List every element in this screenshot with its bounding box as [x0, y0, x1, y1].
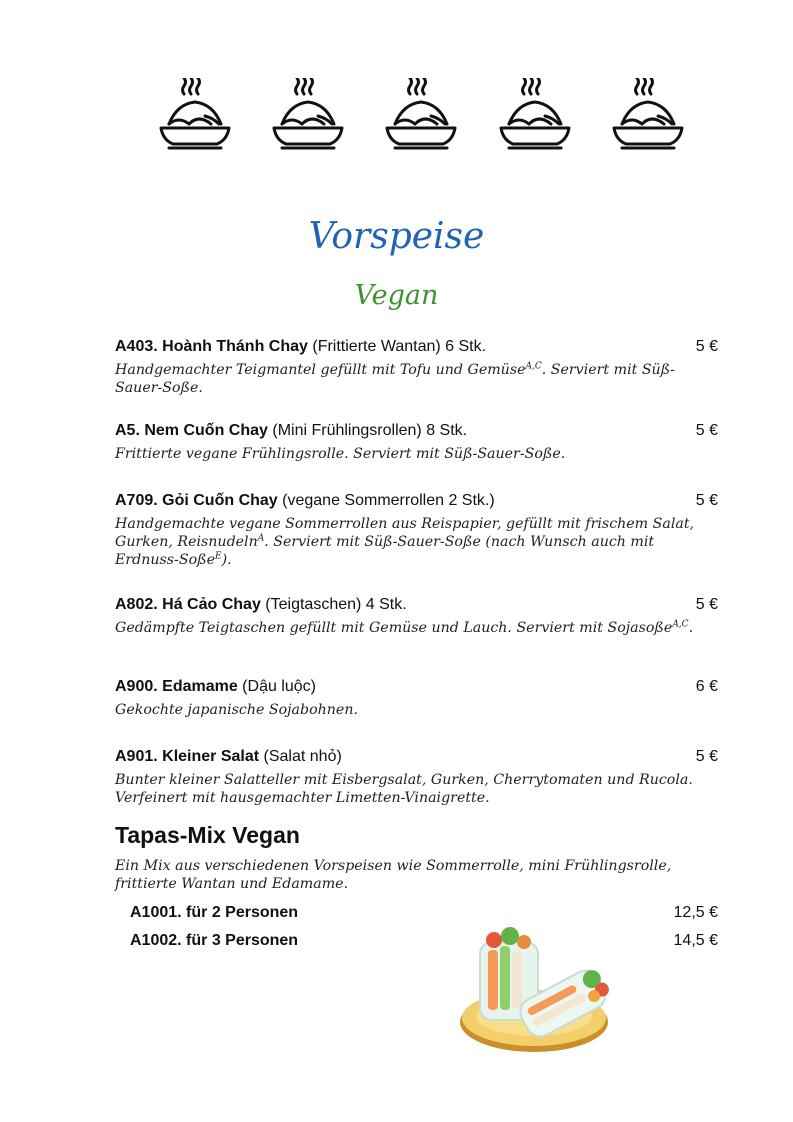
page-title: Vorspeise	[308, 216, 485, 257]
steaming-dumplings-icon	[381, 78, 461, 158]
steaming-dumplings-icon	[608, 78, 688, 158]
option-price: 12,5 €	[673, 904, 718, 921]
item-description: Gedämpfte Teigtaschen gefüllt mit Gemüse und Lauch. Serviert mit Sojasoße$^{A,C}$.	[115, 619, 694, 636]
item-description: Frittierte vegane Frühlingsrolle. Serviert mit Süß-Sauer-Soße.	[115, 446, 566, 462]
summer-rolls-plate-illustration	[458, 922, 614, 1058]
section-description: Ein Mix aus verschiedenen Vorspeisen wie Sommerrolle, mini Frühlingsrolle, frittierte Wantan und Edamame.	[115, 858, 672, 892]
item-detail: (Frittierte Wantan) 6 Stk.	[307, 338, 487, 355]
item-name: A403. Hoành Thánh Chay	[115, 338, 308, 355]
item-price: 5 €	[695, 338, 718, 355]
item-description: Handgemachter Teigmantel gefüllt mit Tofu und Gemüse$^{A,C}$. Serviert mit Süß-Sauer-Soße.	[115, 361, 675, 396]
steaming-dumplings-icon	[155, 78, 235, 158]
item-description: Bunter kleiner Salatteller mit Eisbergsalat, Gurken, Cherrytomaten und Rucola. Verfeinert mit hausgemachter Limetten-Vinaigrette.	[115, 772, 693, 806]
option-name: A1002. für 3 Personen	[130, 932, 299, 949]
menu-item	[115, 596, 718, 637]
menu-item	[115, 422, 718, 463]
item-detail: (vegane Sommerrollen 2 Stk.)	[277, 492, 495, 509]
item-detail: (Salat nhỏ)	[259, 748, 342, 765]
item-detail: (Dậu luộc)	[237, 678, 316, 695]
item-description: Handgemachte vegane Sommerrollen aus Reispapier, gefüllt mit frischem Salat, Gurken, Reisnudeln$^A$. Serviert mit Süß-Sauer-Soße (nach Wunsch auch mit Erdnuss-Soße$^E$).	[115, 516, 695, 568]
steaming-dumplings-icon	[495, 78, 575, 158]
allergen-note: A,C	[525, 361, 542, 372]
item-detail: (Mini Frühlingsrollen) 8 Stk.	[267, 422, 468, 439]
tapas-option	[130, 932, 718, 954]
item-price: 5 €	[695, 422, 718, 439]
allergen-note: A	[257, 533, 265, 544]
page-subtitle: Vegan	[354, 280, 439, 311]
item-name: A802. Há Cảo Chay	[115, 596, 261, 613]
item-detail: (Teigtaschen) 4 Stk.	[260, 596, 407, 613]
item-name: A900. Edamame	[115, 678, 238, 695]
steaming-dumplings-icon	[268, 78, 348, 158]
allergen-note: A,C	[672, 619, 689, 630]
item-description: Gekochte japanische Sojabohnen.	[115, 702, 358, 718]
item-price: 5 €	[695, 748, 718, 765]
item-name: A709. Gỏi Cuốn Chay	[115, 492, 278, 509]
option-name: A1001. für 2 Personen	[130, 904, 299, 921]
header-icon-row	[0, 78, 793, 162]
option-price: 14,5 €	[673, 932, 718, 949]
item-price: 5 €	[695, 492, 718, 509]
item-price: 5 €	[695, 596, 718, 613]
section-heading: Tapas-Mix Vegan	[115, 822, 300, 848]
menu-item	[115, 748, 718, 807]
tapas-option	[130, 904, 718, 926]
allergen-note: E	[215, 551, 222, 562]
menu-item	[115, 338, 718, 397]
item-name: A5. Nem Cuốn Chay	[115, 422, 268, 439]
menu-item	[115, 492, 718, 569]
item-name: A901. Kleiner Salat	[115, 748, 260, 765]
item-price: 6 €	[695, 678, 718, 695]
menu-item	[115, 678, 718, 719]
